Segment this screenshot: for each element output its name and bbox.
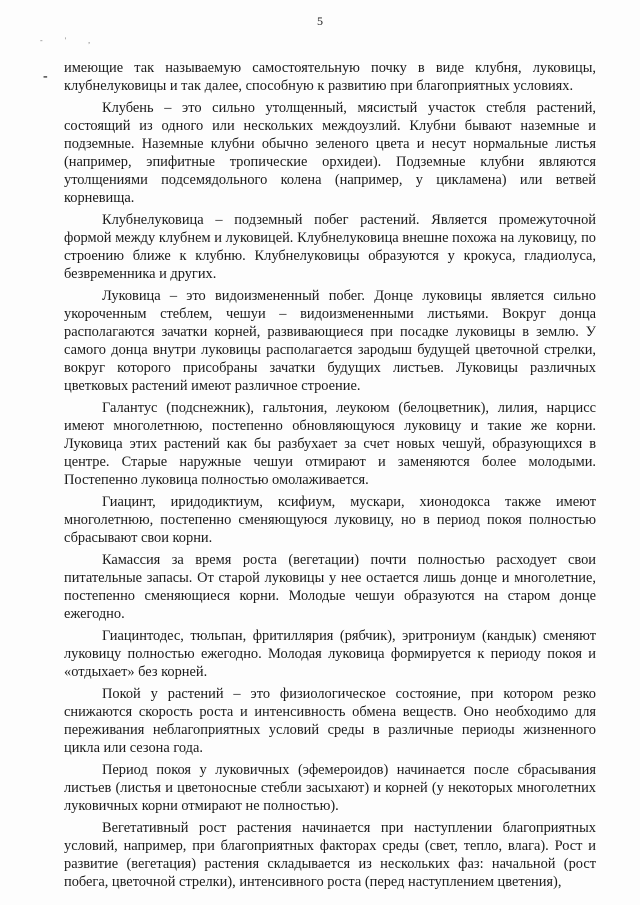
scan-marks: - ' ,	[40, 36, 101, 45]
page-number: 5	[317, 14, 323, 28]
paragraph-dormancy: Покой у растений – это физиологическое состояние, при котором резко снижаются скорость роста и интенсивность обмена веществ. Оно необходимо для переживания неблагоприятных условий среды в различные периоды жизненного цикла или сезона года.	[64, 686, 596, 756]
paragraph-tuber: Клубень – это сильно утолщенный, мясистый участок стебля растений, состоящий из одного или нескольких междоузлий. Клубни бывают наземные и подземные. Наземные клубни обычно зеленого цвета и несут нормальные листья (например, эпифитные тропические орхидеи). Подземные клубни являются утолщениями подсемядольного колена (например, у цикламена) или ветвей корневища.	[64, 100, 596, 206]
paragraph-vegetative-growth: Вегетативный рост растения начинается при наступлении благоприятных условий, например, при благоприятных факторах среды (свет, тепло, влага). Рост и развитие (вегетация) растения складывается из нескольких фаз: начальной (рост побега, цветочной стрелки), интенсивного роста (перед наступлением цветения),	[64, 820, 596, 890]
paragraph-bulb: Луковица – это видоизмененный побег. Донце луковицы является сильно укороченным стеблем, чешуи – видоизмененными листьями. Вокруг донца располагаются зачатки корней, развивающиеся при посадке луковицы в землю. У самого донца внутри луковицы располагается зародыш будущей цветочной стрелки, вокруг которого присобраны зачатки будущих листьев. Луковицы различных цветковых растений имеют различное строение.	[64, 288, 596, 394]
paragraph-hyacinth: Гиацинт, иридодиктиум, ксифиум, мускари, хионодокса также имеют многолетнюю, постепенно сменяющуюся луковицу, но в период покоя полностью сбрасывают свои корни.	[64, 494, 596, 546]
paragraph-corm: Клубнелуковица – подземный побег растений. Является промежуточной формой между клубнем и луковицей. Клубнелуковица внешне похожа на луковицу, по строению ближе к клубню. Клубнелуковицы образуются у крокуса, гладиолуса, безвременника и других.	[64, 212, 596, 282]
paragraph-continuation: имеющие так называемую самостоятельную почку в виде клубня, луковицы, клубнелуковицы и так далее, способную к развитию при благоприятных условиях.	[64, 60, 596, 94]
body-text	[64, 59, 596, 895]
paragraph-dormancy-period: Период покоя у луковичных (эфемероидов) начинается после сбрасывания листьев (листья и цветоносные стебли засыхают) и корней (у некоторых многолетних луковичных корни отмирают не полностью).	[64, 762, 596, 814]
margin-dash: -	[43, 69, 48, 84]
paragraph-tulip: Гиацинтодес, тюльпан, фритиллярия (рябчик), эритрониум (кандык) сменяют луковицу полностью ежегодно. Молодая луковица формируется к периоду покоя и «отдыхает» без корней.	[64, 628, 596, 680]
paragraph-galanthus: Галантус (подснежник), гальтония, леукоюм (белоцветник), лилия, нарцисс имеют многолетнюю, постепенно обновляющуюся луковицу и такие же корни. Луковица этих растений как бы разбухает за счет новых чешуй, образующихся в центре. Старые наружные чешуи отмирают и заменяются более молодыми. Постепенно луковица полностью омолаживается.	[64, 400, 596, 488]
paragraph-camassia: Камассия за время роста (вегетации) почти полностью расходует свои питательные запасы. От старой луковицы у нее остается лишь донце и многолетние, постепенно сменяющиеся корни. Молодые чешуи образуются на старом донце ежегодно.	[64, 552, 596, 622]
